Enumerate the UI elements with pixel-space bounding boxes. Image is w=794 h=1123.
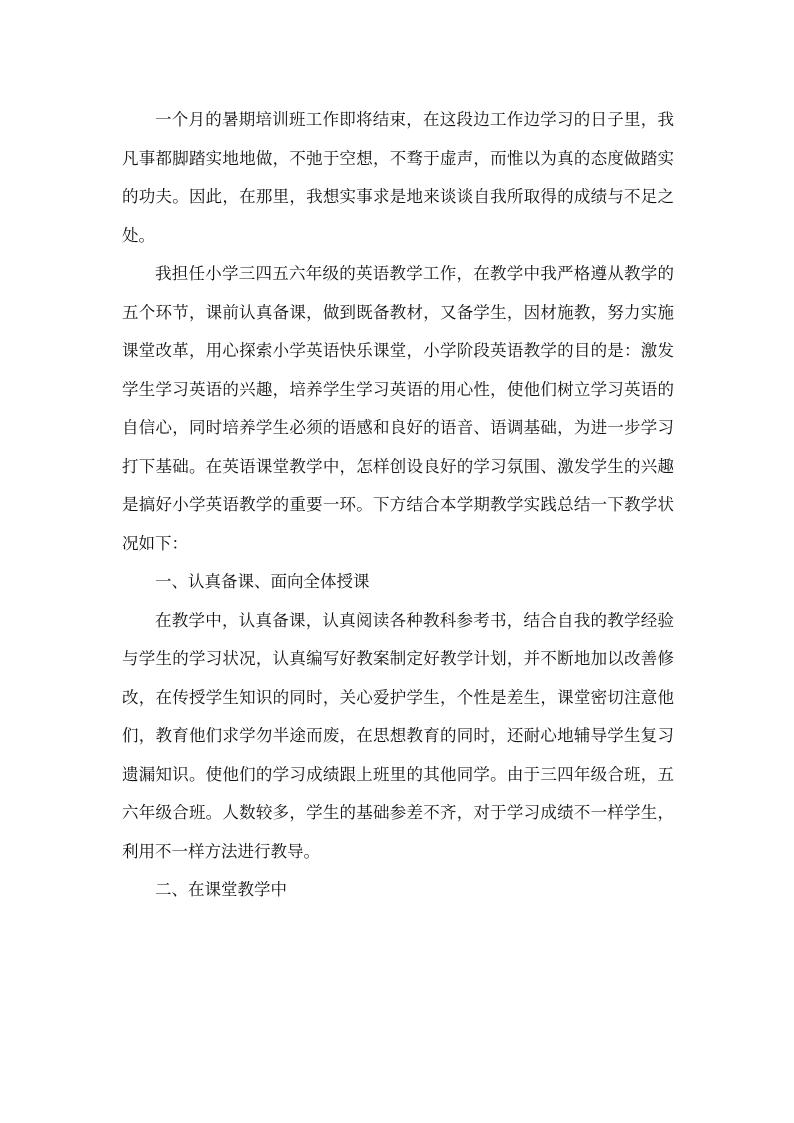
section-heading-1: 一、认真备课、面向全体授课 xyxy=(155,572,370,591)
paragraph-teaching-work: 我担任小学三四五六年级的英语教学工作，在教学中我严格遵从教学的五个环节，课前认真备课，做到既备教材，又备学生，因材施教，努力实施课堂改革，用心探索小学英语快乐课堂，小学阶段英语教学的目的是：激发学生学习英语的兴趣，培养学生学习英语的用心性，使他们树立学习英语的自信心，同时培养学生必须的语感和良好的语音、语调基础，为进一步学习打下基础。在英语课堂教学中，怎样创设良好的学习氛围、激发学生的兴趣是搞好小学英语教学的重要一环。下方结合本学期教学实践总结一下教学状况如下： xyxy=(122,264,674,553)
paragraph-intro: 一个月的暑期培训班工作即将结束，在这段边工作边学习的日子里，我凡事都脚踏实地地做，不弛于空想，不骛于虚声，而惟以为真的态度做踏实的功夫。因此，在那里，我想实事求是地来谈谈自我所取得的成绩与不足之处。 xyxy=(122,110,674,245)
document-body xyxy=(122,101,674,910)
paragraph-lesson-prep: 在教学中，认真备课，认真阅读各种教科参考书，结合自我的教学经验与学生的学习状况，认真编写好教案制定好教学计划，并不断地加以改善修改，在传授学生知识的同时，关心爱护学生，个性是差生，课堂密切注意他们，教育他们求学勿半途而废，在思想教育的同时，还耐心地辅导学生复习遗漏知识。使他们的学习成绩跟上班里的其他同学。由于三四年级合班，五六年级合班。人数较多，学生的基础参差不齐，对于学习成绩不一样学生，利用不一样方法进行教导。 xyxy=(122,610,674,861)
section-heading-2: 二、在课堂教学中 xyxy=(155,880,287,899)
